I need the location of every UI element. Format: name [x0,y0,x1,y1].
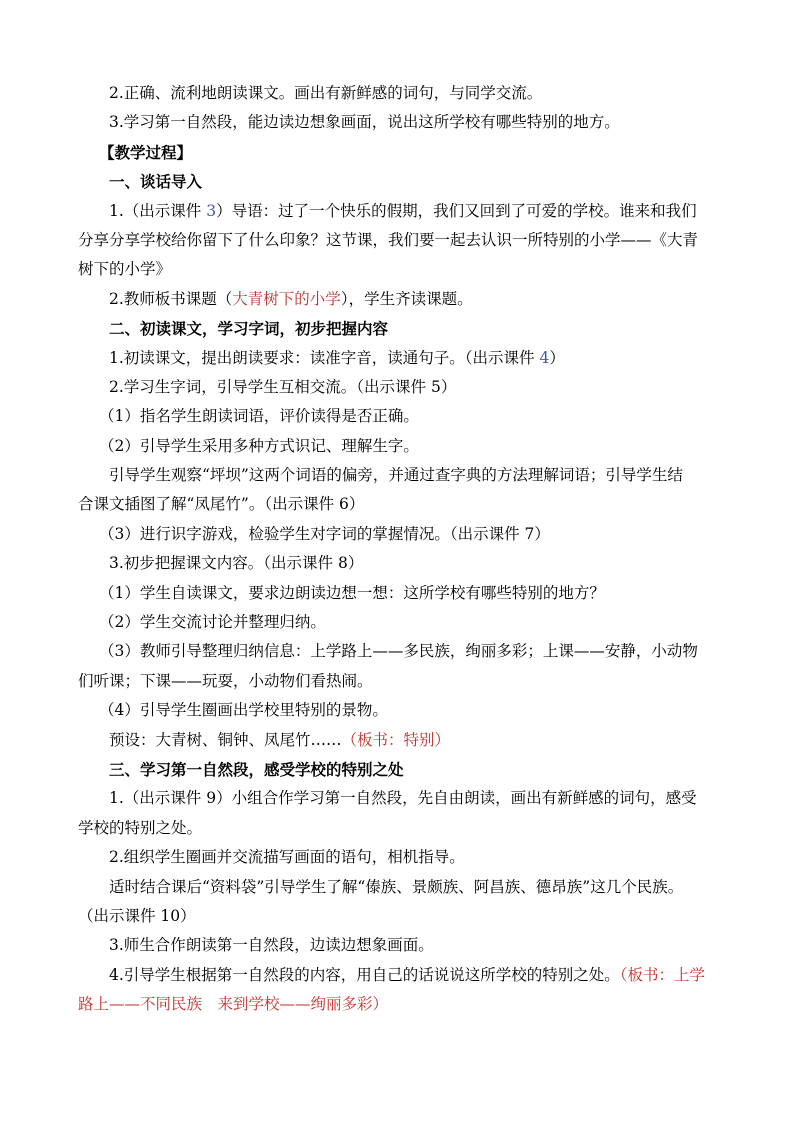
text-segment: 1.初读课文，提出朗读要求：读准字音，读通句子。（出示课件 [109,348,540,367]
board-title: 大青树下的小学 [232,289,341,308]
heading-first-reading: 二、初读课文，学习字词，初步把握内容 [109,319,389,339]
heading-intro: 一、谈话导入 [109,172,203,192]
objective-2: 2.正确、流利地朗读课文。画出有新鲜感的词句，与同学交流。 [109,84,543,102]
board-note: （板书：特别） [341,730,451,749]
text-segment: 1.（出示课件 [109,201,207,220]
paragraph-resource-bag-cont: （出示课件 10） [78,906,196,925]
paragraph-study-4 [78,961,728,990]
paragraph-intro-1 [78,197,728,226]
paragraph-resource-bag: 适时结合课后“资料袋”引导学生了解“傣族、景颇族、阿昌族、德昂族”这几个民族。 [109,877,684,896]
paragraph-study-1-cont: 学校的特别之处。 [78,818,203,837]
text-segment: ） [549,348,565,367]
paragraph-study-2: 2.组织学生圈画并交流描写画面的语句，相机指导。 [109,848,465,867]
paragraph-intro-2 [78,285,728,314]
board-note-cont: 路上——不同民族 来到学校——绚丽多彩） [78,995,389,1014]
paragraph-reading-2-2: （2）引导学生采用多种方式识记、理解生字。 [99,436,419,455]
text-segment: ）导语：过了一个快乐的假期，我们又回到了可爱的学校。谁来和我们 [216,201,697,220]
objective-3: 3.学习第一自然段，能边读边想象画面，说出这所学校有哪些特别的地方。 [109,113,620,132]
paragraph-reading-2-1: （1）指名学生朗读词语，评价读得是否正确。 [99,407,419,426]
paragraph-study-1: 1.（出示课件 9）小组合作学习第一自然段，先自由朗读，画出有新鲜感的词句，感受 [109,789,697,808]
courseware-number: 4 [539,348,550,367]
paragraph-preset [78,726,728,755]
paragraph-reading-3-1: （1）学生自读课文，要求边朗读边想一想：这所学校有哪些特别的地方？ [99,583,605,602]
paragraph-guide-radicals-cont: 合课文插图了解“凤尾竹”。（出示课件 6） [78,495,365,514]
paragraph-guide-radicals: 引导学生观察“坪坝”这两个词语的偏旁，并通过查字典的方法理解词语；引导学生结 [109,466,683,485]
heading-first-paragraph: 三、学习第一自然段，感受学校的特别之处 [109,759,404,779]
paragraph-intro-1-cont: 分享分享学校给你留下了什么印象？这节课，我们要一起去认识一所特别的小学——《大青 [78,230,699,249]
paragraph-reading-3-4: （4）引导学生圈画出学校里特别的景物。 [99,701,388,720]
paragraph-reading-1 [78,344,728,373]
text-segment: 预设：大青树、铜钟、凤尾竹…… [109,730,342,749]
paragraph-reading-3-2: （2）学生交流讨论并整理归纳。 [99,613,326,632]
paragraph-reading-3-3: （3）教师引导整理归纳信息：上学路上——多民族，绚丽多彩；上课——安静，小动物 [99,642,698,661]
paragraph-reading-2-3: （3）进行识字游戏，检验学生对字词的掌握情况。（出示课件 7） [99,524,550,543]
paragraph-reading-3: 3.初步把握课文内容。（出示课件 8） [109,554,364,573]
paragraph-reading-2: 2.学习生字词，引导学生互相交流。（出示课件 5） [109,377,457,396]
paragraph-reading-3-3-cont: 们听课；下课——玩耍，小动物们看热闹。 [78,671,373,690]
board-note: （板书：上学 [619,965,706,984]
section-title-teaching-process: 【教学过程】 [99,142,193,162]
text-segment: 2.教师板书课题（ [109,289,233,308]
document-body [78,79,728,1020]
courseware-number: 3 [206,201,217,220]
text-segment: 4.引导学生根据第一自然段的内容，用自己的话说说这所学校的特别之处。 [109,965,620,984]
paragraph-intro-1-end: 树下的小学》 [78,260,172,279]
paragraph-study-3: 3.师生合作朗读第一自然段，边读边想象画面。 [109,936,434,955]
text-segment: ），学生齐读课题。 [340,289,473,308]
